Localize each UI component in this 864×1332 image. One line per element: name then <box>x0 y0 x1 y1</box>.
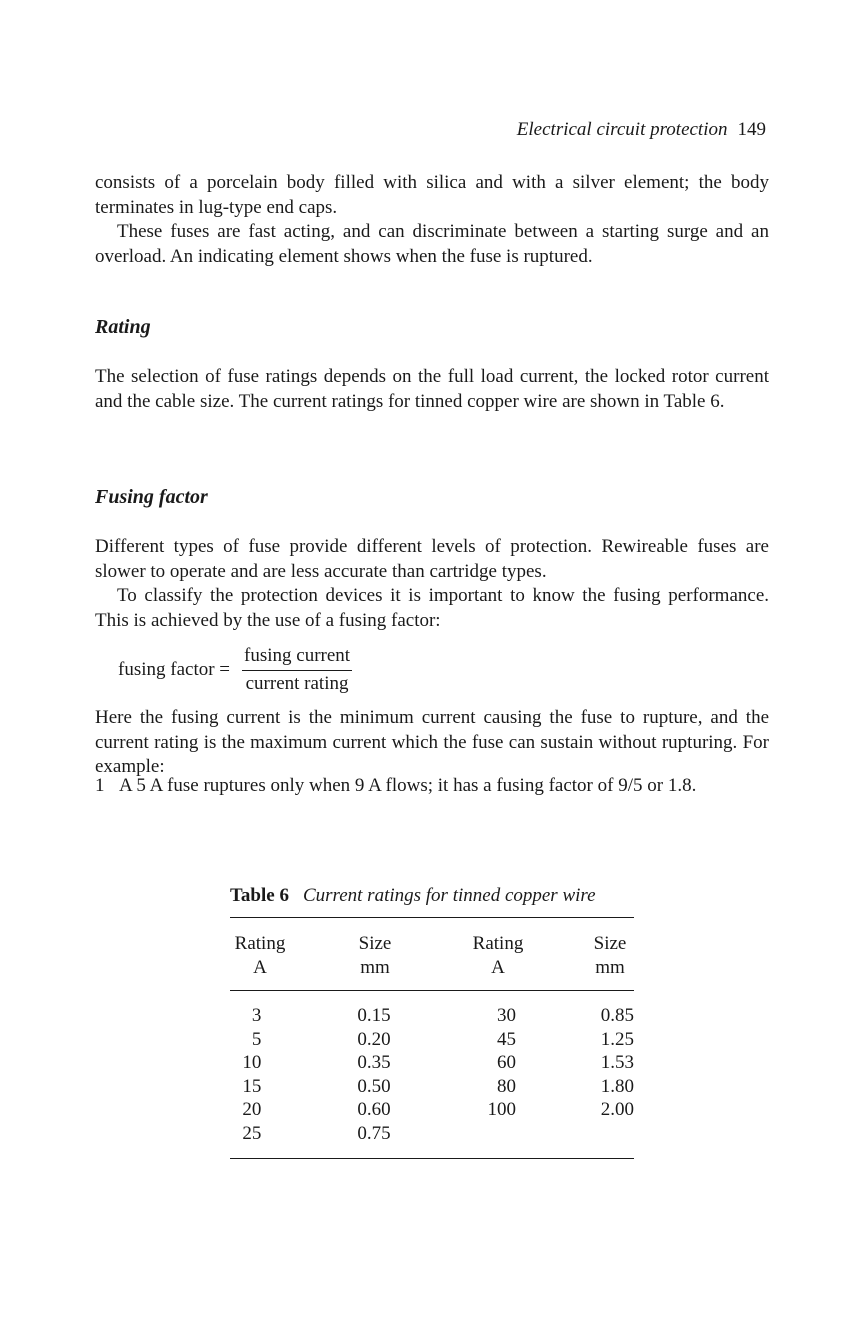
table-cell: 2.00 <box>600 1099 634 1120</box>
formula-numerator: fusing current <box>242 644 352 671</box>
table-row <box>230 1051 634 1075</box>
header-unit: A <box>491 957 505 978</box>
table-cell: 0.60 <box>357 1099 391 1120</box>
table-header-size-1 <box>350 932 400 980</box>
table-cell: 45 <box>497 1028 516 1050</box>
header-unit: A <box>253 957 267 978</box>
list-item-text: A 5 A fuse ruptures only when 9 A flows; it has a fusing factor of 9/5 or 1.8. <box>119 775 697 796</box>
table-cell: 15 <box>242 1075 262 1097</box>
table-cell <box>391 1122 516 1146</box>
table-cell: 0.75 <box>357 1122 391 1144</box>
paragraph-fuse-ratings: The selection of fuse ratings depends on the full load current, the locked rotor current and the cable size. The current ratings for tinned copper wire are shown in Table 6. <box>95 366 769 412</box>
table-cell: 1.53 <box>600 1052 634 1073</box>
table-cell <box>516 1122 634 1146</box>
table-row <box>230 1098 634 1122</box>
fusing-factor-formula <box>118 644 352 696</box>
table-cell: 0.15 <box>357 1005 391 1026</box>
fusing-block <box>95 535 769 633</box>
running-head <box>517 119 766 141</box>
table-row <box>230 1004 634 1028</box>
table-header-rating-2 <box>467 932 529 980</box>
header-name: Rating <box>234 933 286 954</box>
table-cell: 0.85 <box>600 1005 634 1026</box>
table-cell: 100 <box>487 1099 516 1120</box>
header-unit: mm <box>595 957 625 978</box>
table-row <box>230 1075 634 1099</box>
table-cell: 80 <box>497 1075 516 1097</box>
table-top-rule <box>230 917 634 918</box>
table-header-rule <box>230 990 634 991</box>
table-title: Current ratings for tinned copper wire <box>302 885 596 906</box>
table-cell: 30 <box>497 1005 516 1026</box>
table-cell: 60 <box>497 1052 516 1073</box>
rating-block <box>95 365 769 414</box>
table-cell: 0.20 <box>357 1028 391 1050</box>
ratings-table <box>230 1004 634 1145</box>
definition-block <box>95 706 769 780</box>
header-name: Size <box>593 933 627 954</box>
table-row <box>230 1122 634 1146</box>
heading-fusing-factor: Fusing factor <box>95 486 208 508</box>
table-header-size-2 <box>585 932 635 980</box>
intro-block <box>95 171 769 269</box>
paragraph-porcelain-body: consists of a porcelain body filled with silica and with a silver element; the body terminates in lug-type end caps. <box>95 172 769 218</box>
paragraph-fuse-types: Different types of fuse provide different levels of protection. Rewireable fuses are slower to operate and are less accurate than cartridge types. <box>95 536 769 582</box>
running-head-title: Electrical circuit protection <box>516 119 728 140</box>
formula-denominator: current rating <box>245 673 349 694</box>
table-cell: 1.80 <box>600 1075 634 1097</box>
table-row <box>230 1028 634 1052</box>
table-label: Table 6 <box>230 885 289 906</box>
header-name: Rating <box>472 933 524 954</box>
table-cell: 3 <box>251 1005 262 1026</box>
table-caption <box>230 885 596 907</box>
paragraph-fast-acting: These fuses are fast acting, and can discriminate between a starting surge and an overload. An indicating element shows when the fuse is ruptured. <box>95 221 769 267</box>
table-cell: 5 <box>251 1028 262 1050</box>
page-number: 149 <box>737 119 766 140</box>
example-list-item <box>95 774 769 799</box>
table-bottom-rule <box>230 1158 634 1159</box>
heading-rating: Rating <box>95 316 151 338</box>
paragraph-definitions: Here the fusing current is the minimum current causing the fuse to rupture, and the current rating is the maximum current which the fuse can sustain without rupturing. For example: <box>95 707 769 777</box>
table-header-rating-1 <box>230 932 290 980</box>
table-cell: 1.25 <box>600 1028 634 1050</box>
table-cell: 20 <box>242 1099 262 1120</box>
list-marker: 1 <box>95 775 105 796</box>
table-cell: 25 <box>242 1122 262 1144</box>
header-unit: mm <box>360 957 390 978</box>
formula-fraction <box>242 644 352 696</box>
paragraph-classify: To classify the protection devices it is important to know the fusing performance. This is achieved by the use of a fusing factor: <box>95 585 769 631</box>
header-name: Size <box>358 933 392 954</box>
table-cell: 10 <box>242 1052 262 1073</box>
table-cell: 0.50 <box>357 1075 391 1097</box>
formula-lhs: fusing factor = <box>118 659 231 680</box>
table-cell: 0.35 <box>357 1052 391 1073</box>
